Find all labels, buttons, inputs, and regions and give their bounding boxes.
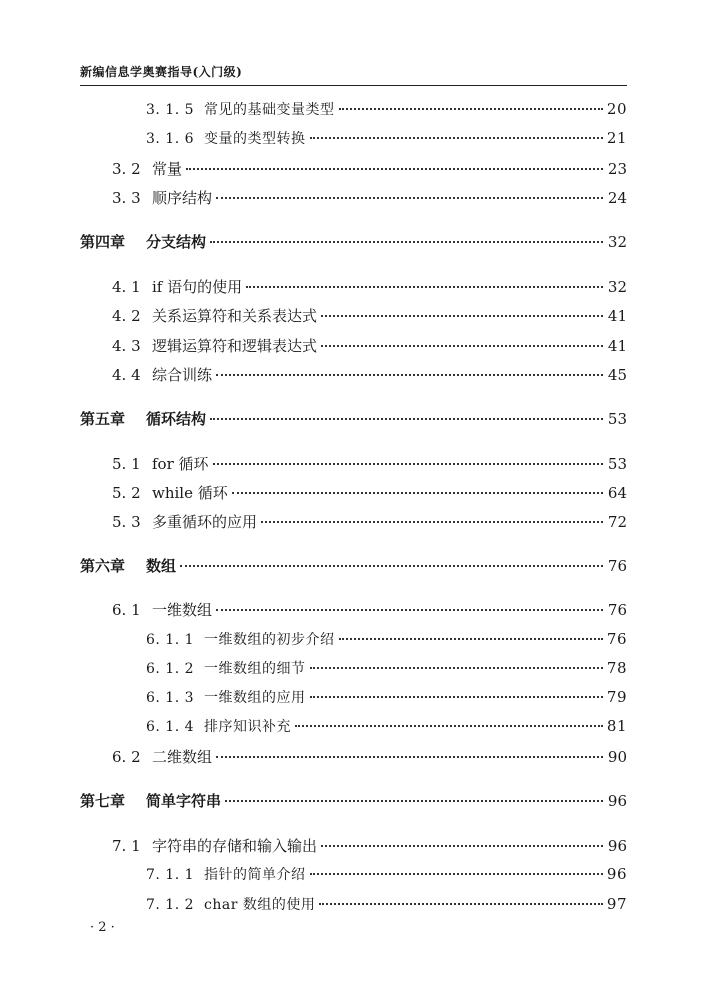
toc-entry-number: 6. 1. 2 [146,661,195,677]
dot-leader [310,696,603,698]
toc-entry-page: 72 [607,513,627,531]
toc-entry-page: 20 [606,100,627,118]
toc-entry-page: 81 [606,717,627,735]
page-number: · 2 · [90,920,115,935]
toc-entry[interactable] [112,187,627,209]
toc-entry-title: 排序知识补充 [204,719,291,735]
toc-entry-number: 4. 1 [112,278,141,296]
toc-entry-page: 53 [607,455,627,473]
running-head: 新编信息学奥赛指导(入门级) [80,65,243,79]
toc-entry-number: 6. 2 [112,748,141,766]
toc-entry-page: 41 [607,307,627,325]
toc-entry-number: 3. 1. 5 [146,102,195,118]
toc-entry-title: if 语句的使用 [152,278,243,296]
toc-entry-number: 3. 1. 6 [146,131,195,147]
dot-leader [321,345,603,347]
dot-leader [319,903,603,905]
toc-entry-page: 76 [606,630,627,648]
toc-entry-page: 78 [606,659,627,677]
toc-entry[interactable] [146,894,627,916]
chapter-number: 第四章 [80,233,126,251]
toc-entry[interactable] [112,453,627,475]
toc-entry[interactable] [112,746,627,768]
toc-entry-title: 变量的类型转换 [204,131,306,147]
toc-entry-page: 45 [607,366,627,384]
toc-entry-title: 一维数组的初步介绍 [204,632,335,648]
toc-entry-title: 综合训练 [152,366,213,384]
toc-entry-number: 3. 3 [112,189,141,207]
chapter-page: 53 [607,410,627,428]
dot-leader [232,492,603,494]
toc-entry-title: 一维数组的应用 [204,690,306,706]
toc-entry-number: 7. 1. 1 [146,867,195,883]
chapter-number: 第七章 [80,792,126,810]
toc-entry-title: 常见的基础变量类型 [204,102,335,118]
dot-leader [261,521,603,523]
toc-entry-page: 90 [607,748,627,766]
toc-entry[interactable] [146,629,627,651]
dot-leader [210,418,603,420]
toc-entry[interactable] [146,128,627,150]
dot-leader [216,197,603,199]
toc-entry-page: 76 [607,601,627,619]
dot-leader [213,463,603,465]
dot-leader [246,286,603,288]
toc-entry-number: 5. 2 [112,484,141,502]
toc-entry-page: 41 [607,337,627,355]
chapter-title: 简单字符串 [146,792,222,810]
toc-entry[interactable] [146,658,627,680]
toc-entry[interactable] [112,305,627,327]
dot-leader [321,845,603,847]
toc-entry[interactable] [146,99,627,121]
chapter-title: 数组 [146,557,177,575]
toc-entry-page: 23 [607,160,627,178]
toc-entry[interactable] [112,482,627,504]
toc-entry[interactable] [112,599,627,621]
toc-entry-title: 一维数组的细节 [204,661,306,677]
dot-leader [186,168,603,170]
toc-entry[interactable] [112,835,627,857]
toc-entry-number: 7. 1. 2 [146,897,195,913]
dot-leader [321,315,603,317]
dot-leader [225,800,603,802]
toc-entry-title: 指针的简单介绍 [204,867,306,883]
chapter-number: 第六章 [80,557,126,575]
toc-entry-number: 7. 1 [112,837,141,855]
toc-entry-title: for 循环 [152,455,209,473]
toc-entry-number: 5. 3 [112,513,141,531]
toc-entry[interactable] [112,335,627,357]
toc-entry-title: char 数组的使用 [204,897,316,913]
toc-chapter-entry[interactable] [80,790,627,812]
dot-leader [216,756,603,758]
chapter-page: 32 [607,233,627,251]
toc-entry-page: 96 [607,837,627,855]
chapter-number: 第五章 [80,410,126,428]
toc-entry-page: 64 [607,484,627,502]
toc-entry-title: 多重循环的应用 [152,513,258,531]
toc-entry-number: 4. 4 [112,366,141,384]
toc-entry-number: 6. 1. 1 [146,632,195,648]
toc-entry-title: 二维数组 [152,748,213,766]
toc-entry-number: 4. 2 [112,307,141,325]
toc-entry-title: 字符串的存储和输入输出 [152,837,318,855]
toc-entry-number: 6. 1. 4 [146,719,195,735]
chapter-page: 76 [607,557,627,575]
toc-entry[interactable] [112,276,627,298]
toc-entry-number: 6. 1. 3 [146,690,195,706]
toc-entry-number: 3. 2 [112,160,141,178]
toc-entry[interactable] [112,511,627,533]
toc-entry[interactable] [146,716,627,738]
dot-leader [295,725,603,727]
toc-entry-page: 97 [606,895,627,913]
dot-leader [180,565,603,567]
toc-entry-title: 逻辑运算符和逻辑表达式 [152,337,318,355]
chapter-title: 分支结构 [146,233,207,251]
toc-entry[interactable] [146,864,627,886]
toc-entry-page: 79 [606,688,627,706]
toc-chapter-entry[interactable] [80,408,627,430]
toc-chapter-entry[interactable] [80,555,627,577]
toc-entry-number: 6. 1 [112,601,141,619]
toc-entry-page: 32 [607,278,627,296]
dot-leader [339,638,603,640]
toc-entry-title: 顺序结构 [152,189,213,207]
dot-leader [216,609,603,611]
toc-entry-page: 21 [606,129,627,147]
chapter-title: 循环结构 [146,410,207,428]
toc-entry-title: 常量 [152,160,183,178]
toc-entry-page: 24 [607,189,627,207]
toc-entry-title: 关系运算符和关系表达式 [152,307,318,325]
toc-entry[interactable] [112,158,627,180]
toc-entry-title: 一维数组 [152,601,213,619]
chapter-page: 96 [607,792,627,810]
dot-leader [310,667,603,669]
toc-chapter-entry[interactable] [80,231,627,253]
dot-leader [310,137,603,139]
dot-leader [216,374,603,376]
toc-entry-title: while 循环 [152,484,228,502]
toc-entry-number: 4. 3 [112,337,141,355]
dot-leader [310,873,603,875]
toc-entry[interactable] [112,364,627,386]
dot-leader [339,108,603,110]
toc-entry-page: 96 [606,865,627,883]
toc-entry-number: 5. 1 [112,455,141,473]
dot-leader [210,241,603,243]
toc-entry[interactable] [146,687,627,709]
